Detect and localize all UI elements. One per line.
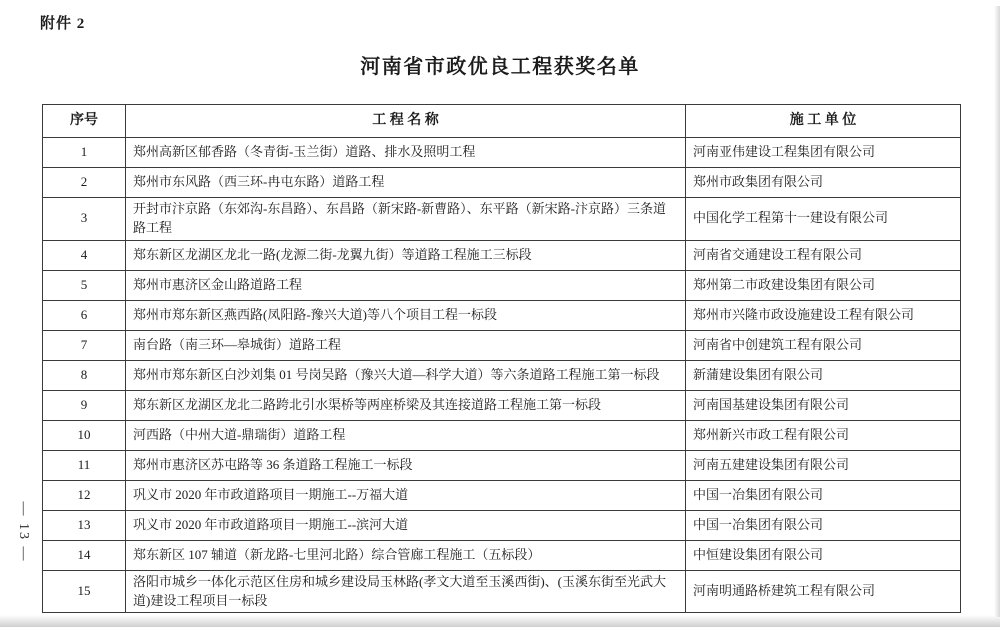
construction-unit-cell: 河南五建建设集团有限公司 <box>686 450 961 480</box>
construction-unit-cell: 郑州新兴市政工程有限公司 <box>686 420 961 450</box>
page-title: 河南省市政优良工程获奖名单 <box>360 56 640 78</box>
table-header-row <box>43 105 961 138</box>
row-index-cell: 6 <box>43 300 126 330</box>
project-name-cell: 巩义市 2020 年市政道路项目一期施工--万福大道 <box>126 480 686 510</box>
row-index-cell: 7 <box>43 330 126 360</box>
construction-unit-cell: 河南亚伟建设工程集团有限公司 <box>686 138 961 168</box>
table-row <box>43 198 961 241</box>
table-row <box>43 570 961 613</box>
table-row <box>43 510 961 540</box>
table-row <box>43 450 961 480</box>
construction-unit-cell: 郑州市政集团有限公司 <box>686 168 961 198</box>
row-index-cell: 12 <box>43 480 126 510</box>
construction-unit-cell: 中国一冶集团有限公司 <box>686 510 961 540</box>
row-index-cell: 1 <box>43 138 126 168</box>
attachment-label: 附件 2 <box>40 16 86 32</box>
project-name-cell: 郑东新区龙湖区龙北二路跨北引水渠桥等两座桥梁及其连接道路工程施工第一标段 <box>126 390 686 420</box>
page-edge-bottom <box>0 615 1000 627</box>
row-index-cell: 10 <box>43 420 126 450</box>
table-row <box>43 270 961 300</box>
project-name-cell: 郑州市东风路（西三环-冉屯东路）道路工程 <box>126 168 686 198</box>
table-row <box>43 240 961 270</box>
construction-unit-cell: 郑州第二市政建设集团有限公司 <box>686 270 961 300</box>
row-index-cell: 11 <box>43 450 126 480</box>
project-name-cell: 郑州市郑东新区白沙刘集 01 号岗吴路（豫兴大道—科学大道）等六条道路工程施工第一标段 <box>126 360 686 390</box>
row-index-cell: 2 <box>43 168 126 198</box>
row-index-cell: 3 <box>43 198 126 241</box>
construction-unit-cell: 河南省交通建设工程有限公司 <box>686 240 961 270</box>
row-index-cell: 15 <box>43 570 126 613</box>
construction-unit-cell: 河南国基建设集团有限公司 <box>686 390 961 420</box>
table-row <box>43 138 961 168</box>
table-row <box>43 390 961 420</box>
construction-unit-cell: 新蒲建设集团有限公司 <box>686 360 961 390</box>
project-name-cell: 郑东新区龙湖区龙北一路(龙源二街-龙翼九街）等道路工程施工三标段 <box>126 240 686 270</box>
table-row <box>43 360 961 390</box>
project-name-cell: 郑州市郑东新区燕西路(凤阳路-豫兴大道)等八个项目工程一标段 <box>126 300 686 330</box>
project-name-cell: 南台路（南三环—皋城街）道路工程 <box>126 330 686 360</box>
page-edge-right <box>994 6 1000 617</box>
project-name-cell: 洛阳市城乡一体化示范区住房和城乡建设局玉林路(孝文大道至玉溪西街)、(玉溪东街至光武大道)建设工程项目一标段 <box>126 570 686 613</box>
col-header-project-name: 工 程 名 称 <box>126 105 686 138</box>
col-header-construction-unit: 施 工 单 位 <box>686 105 961 138</box>
table-row <box>43 300 961 330</box>
project-name-cell: 郑州市惠济区苏屯路等 36 条道路工程施工一标段 <box>126 450 686 480</box>
table-row <box>43 330 961 360</box>
row-index-cell: 14 <box>43 540 126 570</box>
construction-unit-cell: 中国一冶集团有限公司 <box>686 480 961 510</box>
construction-unit-cell: 河南省中创建筑工程有限公司 <box>686 330 961 360</box>
project-name-cell: 郑州市惠济区金山路道路工程 <box>126 270 686 300</box>
project-name-cell: 郑东新区 107 辅道（新龙路-七里河北路）综合管廊工程施工（五标段） <box>126 540 686 570</box>
col-header-index: 序号 <box>43 105 126 138</box>
construction-unit-cell: 郑州市兴隆市政设施建设工程有限公司 <box>686 300 961 330</box>
construction-unit-cell: 中恒建设集团有限公司 <box>686 540 961 570</box>
project-name-cell: 开封市汴京路（东郊沟-东昌路）、东昌路（新宋路-新曹路）、东平路（新宋路-汴京路）三条道路工程 <box>126 198 686 241</box>
table-row <box>43 540 961 570</box>
table-row <box>43 480 961 510</box>
project-name-cell: 巩义市 2020 年市政道路项目一期施工--滨河大道 <box>126 510 686 540</box>
row-index-cell: 4 <box>43 240 126 270</box>
project-name-cell: 郑州高新区郁香路（冬青街-玉兰街）道路、排水及照明工程 <box>126 138 686 168</box>
row-index-cell: 9 <box>43 390 126 420</box>
row-index-cell: 5 <box>43 270 126 300</box>
row-index-cell: 8 <box>43 360 126 390</box>
table-row <box>43 420 961 450</box>
project-name-cell: 河西路（中州大道-鼎瑞街）道路工程 <box>126 420 686 450</box>
page-number: — 13 — <box>16 501 31 563</box>
construction-unit-cell: 河南明通路桥建筑工程有限公司 <box>686 570 961 613</box>
table-row <box>43 168 961 198</box>
award-table <box>42 104 961 613</box>
row-index-cell: 13 <box>43 510 126 540</box>
construction-unit-cell: 中国化学工程第十一建设有限公司 <box>686 198 961 241</box>
